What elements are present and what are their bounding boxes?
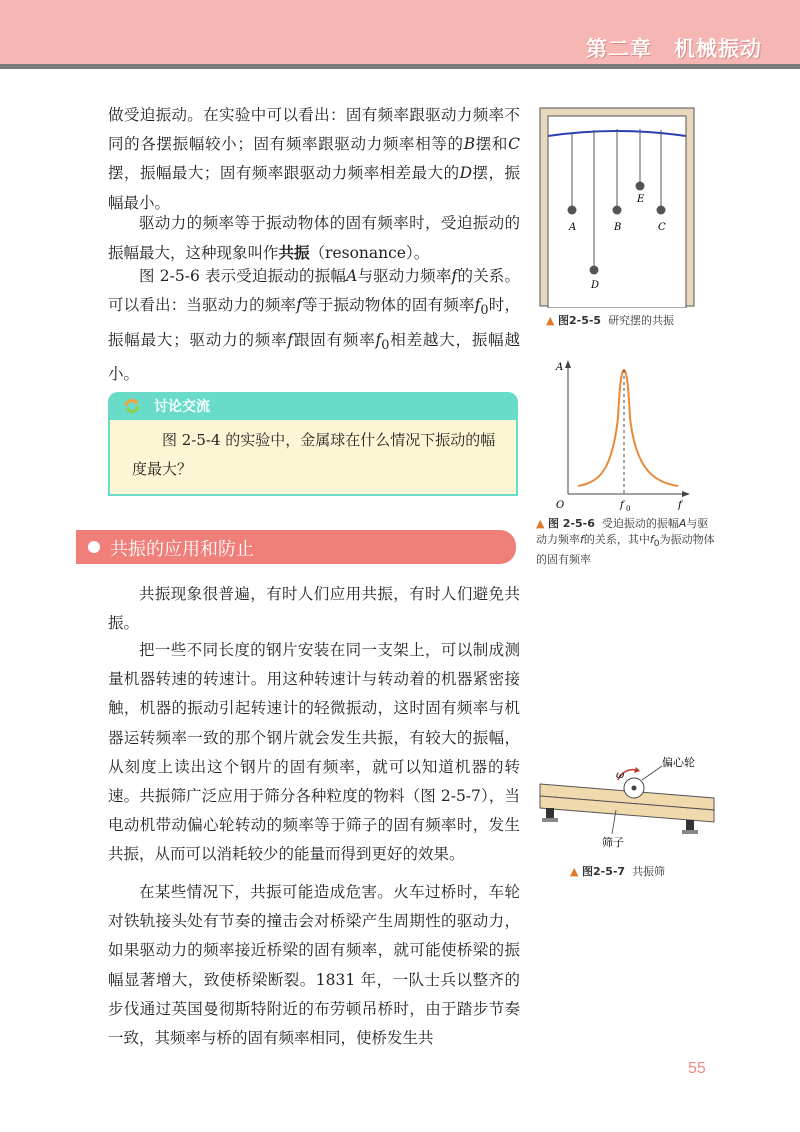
ball-label-b: B — [614, 222, 622, 233]
figure-resonance-curve — [550, 358, 690, 518]
ball-label-e: E — [637, 194, 645, 205]
origin-label: O — [556, 500, 565, 511]
ball-label-d: D — [591, 280, 600, 291]
caption-fig-2-5-7: ▲ 图2-5-7 共振筛 — [570, 865, 666, 878]
paragraph-tachometer: 把一些不同长度的钢片安装在同一支架上，可以制成测量机器转速的转速计。用这种转速计与转动着的机器紧密接触，机器的振动引起转速计的轻微振动，这时固有频率与机器运转频率一致的那个钢片就会发生共振，有较大的振幅，从刻度上读出这个钢片的固有频率，就可以知道机器的转速。共振筛广泛应用于筛分各种粒度的物料（图 2-5-7），当电动机带动偏心轮转动的频率等于筛子的固有频率时，发生共振，从而可以消耗较少的能量而得到更好的效果。 — [108, 641, 520, 864]
discussion-header — [108, 392, 518, 420]
section-header — [76, 530, 516, 564]
caption-fig-2-5-5: ▲ 图2-5-5 研究摆的共振 — [546, 314, 675, 327]
axis-x-label: f — [678, 500, 682, 511]
eccentric-wheel-label: 偏心轮 — [662, 756, 695, 769]
paragraph-forced-vibration: 做受迫振动。在实验中可以看出：固有频率跟驱动力频率不同的各摆振幅较小；固有频率跟驱动力频率相等的B摆和C摆，振幅最大；固有频率跟驱动力频率相差最大的D摆，振幅最小。 — [108, 106, 520, 212]
peak-label: f — [620, 500, 624, 511]
page-number: 55 — [688, 1060, 706, 1077]
paragraph-resonance-common: 共振现象很普遍，有时人们应用共振，有时人们避免共振。 — [108, 585, 520, 633]
discussion-text: 图 2-5-4 的实验中，金属球在什么情况下振动的幅度最大？ — [132, 431, 496, 478]
section-title: 共振的应用和防止 — [110, 539, 254, 560]
header-divider — [0, 64, 800, 69]
discussion-title: 讨论交流 — [154, 399, 210, 415]
sieve-label: 筛子 — [602, 836, 624, 849]
paragraph-resonance-definition: 驱动力的频率等于振动物体的固有频率时，受迫振动的振幅最大，这种现象叫作共振（resonance）。 — [108, 214, 520, 263]
paragraph-amplitude-relation: 图 2-5-6 表示受迫振动的振幅A与驱动力频率f的关系。可以看出：当驱动力的频率f等于振动物体的固有频率$f_0$时，振幅最大；驱动力的频率f跟固有频率$f_0$相差越大，振幅越小。 — [108, 267, 520, 383]
omega-label: ω — [616, 770, 625, 781]
figure-pendulums — [538, 106, 696, 308]
page-header — [0, 0, 800, 64]
figure-resonance-sieve — [532, 756, 722, 858]
axis-y-label: A — [556, 362, 564, 373]
discussion-box — [108, 392, 518, 500]
discussion-icon — [122, 397, 142, 415]
peak-label-sub: 0 — [626, 505, 631, 513]
bullet-dot-icon — [88, 541, 100, 553]
caption-fig-2-5-6: ▲ 图 2-5-6 受迫振动的振幅A与驱动力频率f的关系，其中$f_0$为振动物体的固有频率 — [536, 517, 715, 567]
ball-label-a: A — [569, 222, 577, 233]
paragraph-resonance-hazard: 在某些情况下，共振可能造成危害。火车过桥时，车轮对铁轨接头处有节奏的撞击会对桥梁产生周期性的驱动力，如果驱动力的频率接近桥梁的固有频率，就可能使桥梁的振幅显著增大，致使桥梁断裂。1831 年，一队士兵以整齐的步伐通过英国曼彻斯特附近的布劳顿吊桥时，由于踏步节奏一致，其频率与桥的固有频率相同，使桥发生共 — [108, 883, 520, 1048]
chapter-title: 第二章 机械振动 — [586, 37, 762, 61]
discussion-body — [108, 420, 518, 496]
ball-label-c: C — [658, 222, 666, 233]
